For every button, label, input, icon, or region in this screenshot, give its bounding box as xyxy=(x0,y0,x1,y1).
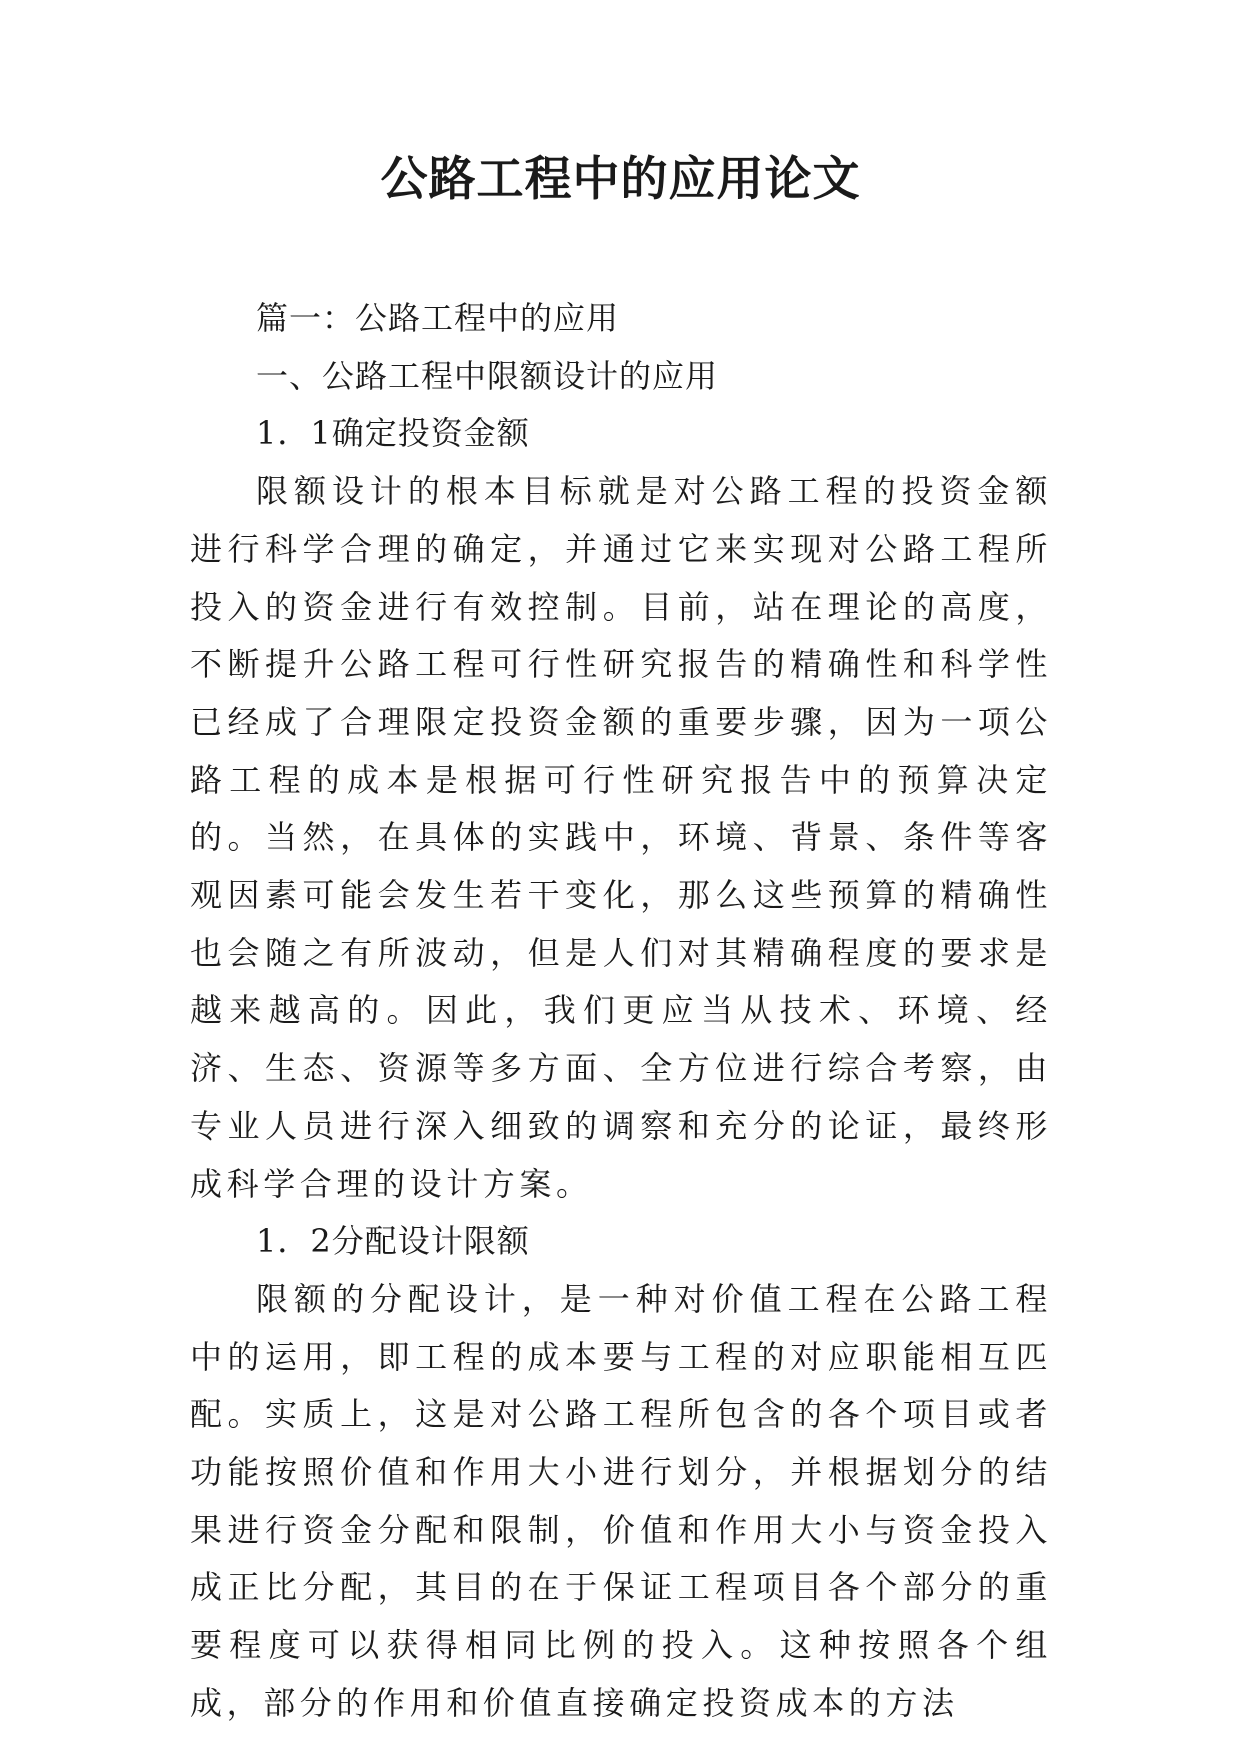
body-paragraph-allocation: 限额的分配设计，是一种对价值工程在公路工程中的运用，即工程的成本要与工程的对应职能相互匹配。实质上，这是对公路工程所包含的各个项目或者功能按照价值和作用大小进行划分，并根据划分的结果进行资金分配和限制，价值和作用大小与资金投入成正比分配，其目的在于保证工程项目各个部分的重要程度可以获得相同比例的投入。这种按照各个组成，部分的作用和价值直接确定投资成本的方法 xyxy=(190,1279,1052,1722)
section-heading-part-one: 篇一：公路工程中的应用 xyxy=(256,299,620,337)
page-title: 公路工程中的应用论文 xyxy=(380,152,861,207)
subsection-heading-1-2: 1．2分配设计限额 xyxy=(256,1222,530,1261)
document-body xyxy=(190,290,1052,1733)
body-paragraph-investment: 限额设计的根本目标就是对公路工程的投资金额进行科学合理的确定，并通过它来实现对公路工程所投入的资金进行有效控制。目前，站在理论的高度，不断提升公路工程可行性研究报告的精确性和科学性已经成了合理限定投资金额的重要步骤，因为一项公路工程的成本是根据可行性研究报告中的预算决定的。当然，在具体的实践中，环境、背景、条件等客观因素可能会发生若干变化，那么这些预算的精确性也会随之有所波动，但是人们对其精确程度的要求是越来越高的。因此，我们更应当从技术、环境、经济、生态、资源等多方面、全方位进行综合考察，由专业人员进行深入细致的调察和充分的论证，最终形成科学合理的设计方案。 xyxy=(190,472,1052,1203)
subsection-heading-1-1: 1．1确定投资金额 xyxy=(256,414,530,453)
section-heading-limit-design: 一、公路工程中限额设计的应用 xyxy=(256,356,719,395)
